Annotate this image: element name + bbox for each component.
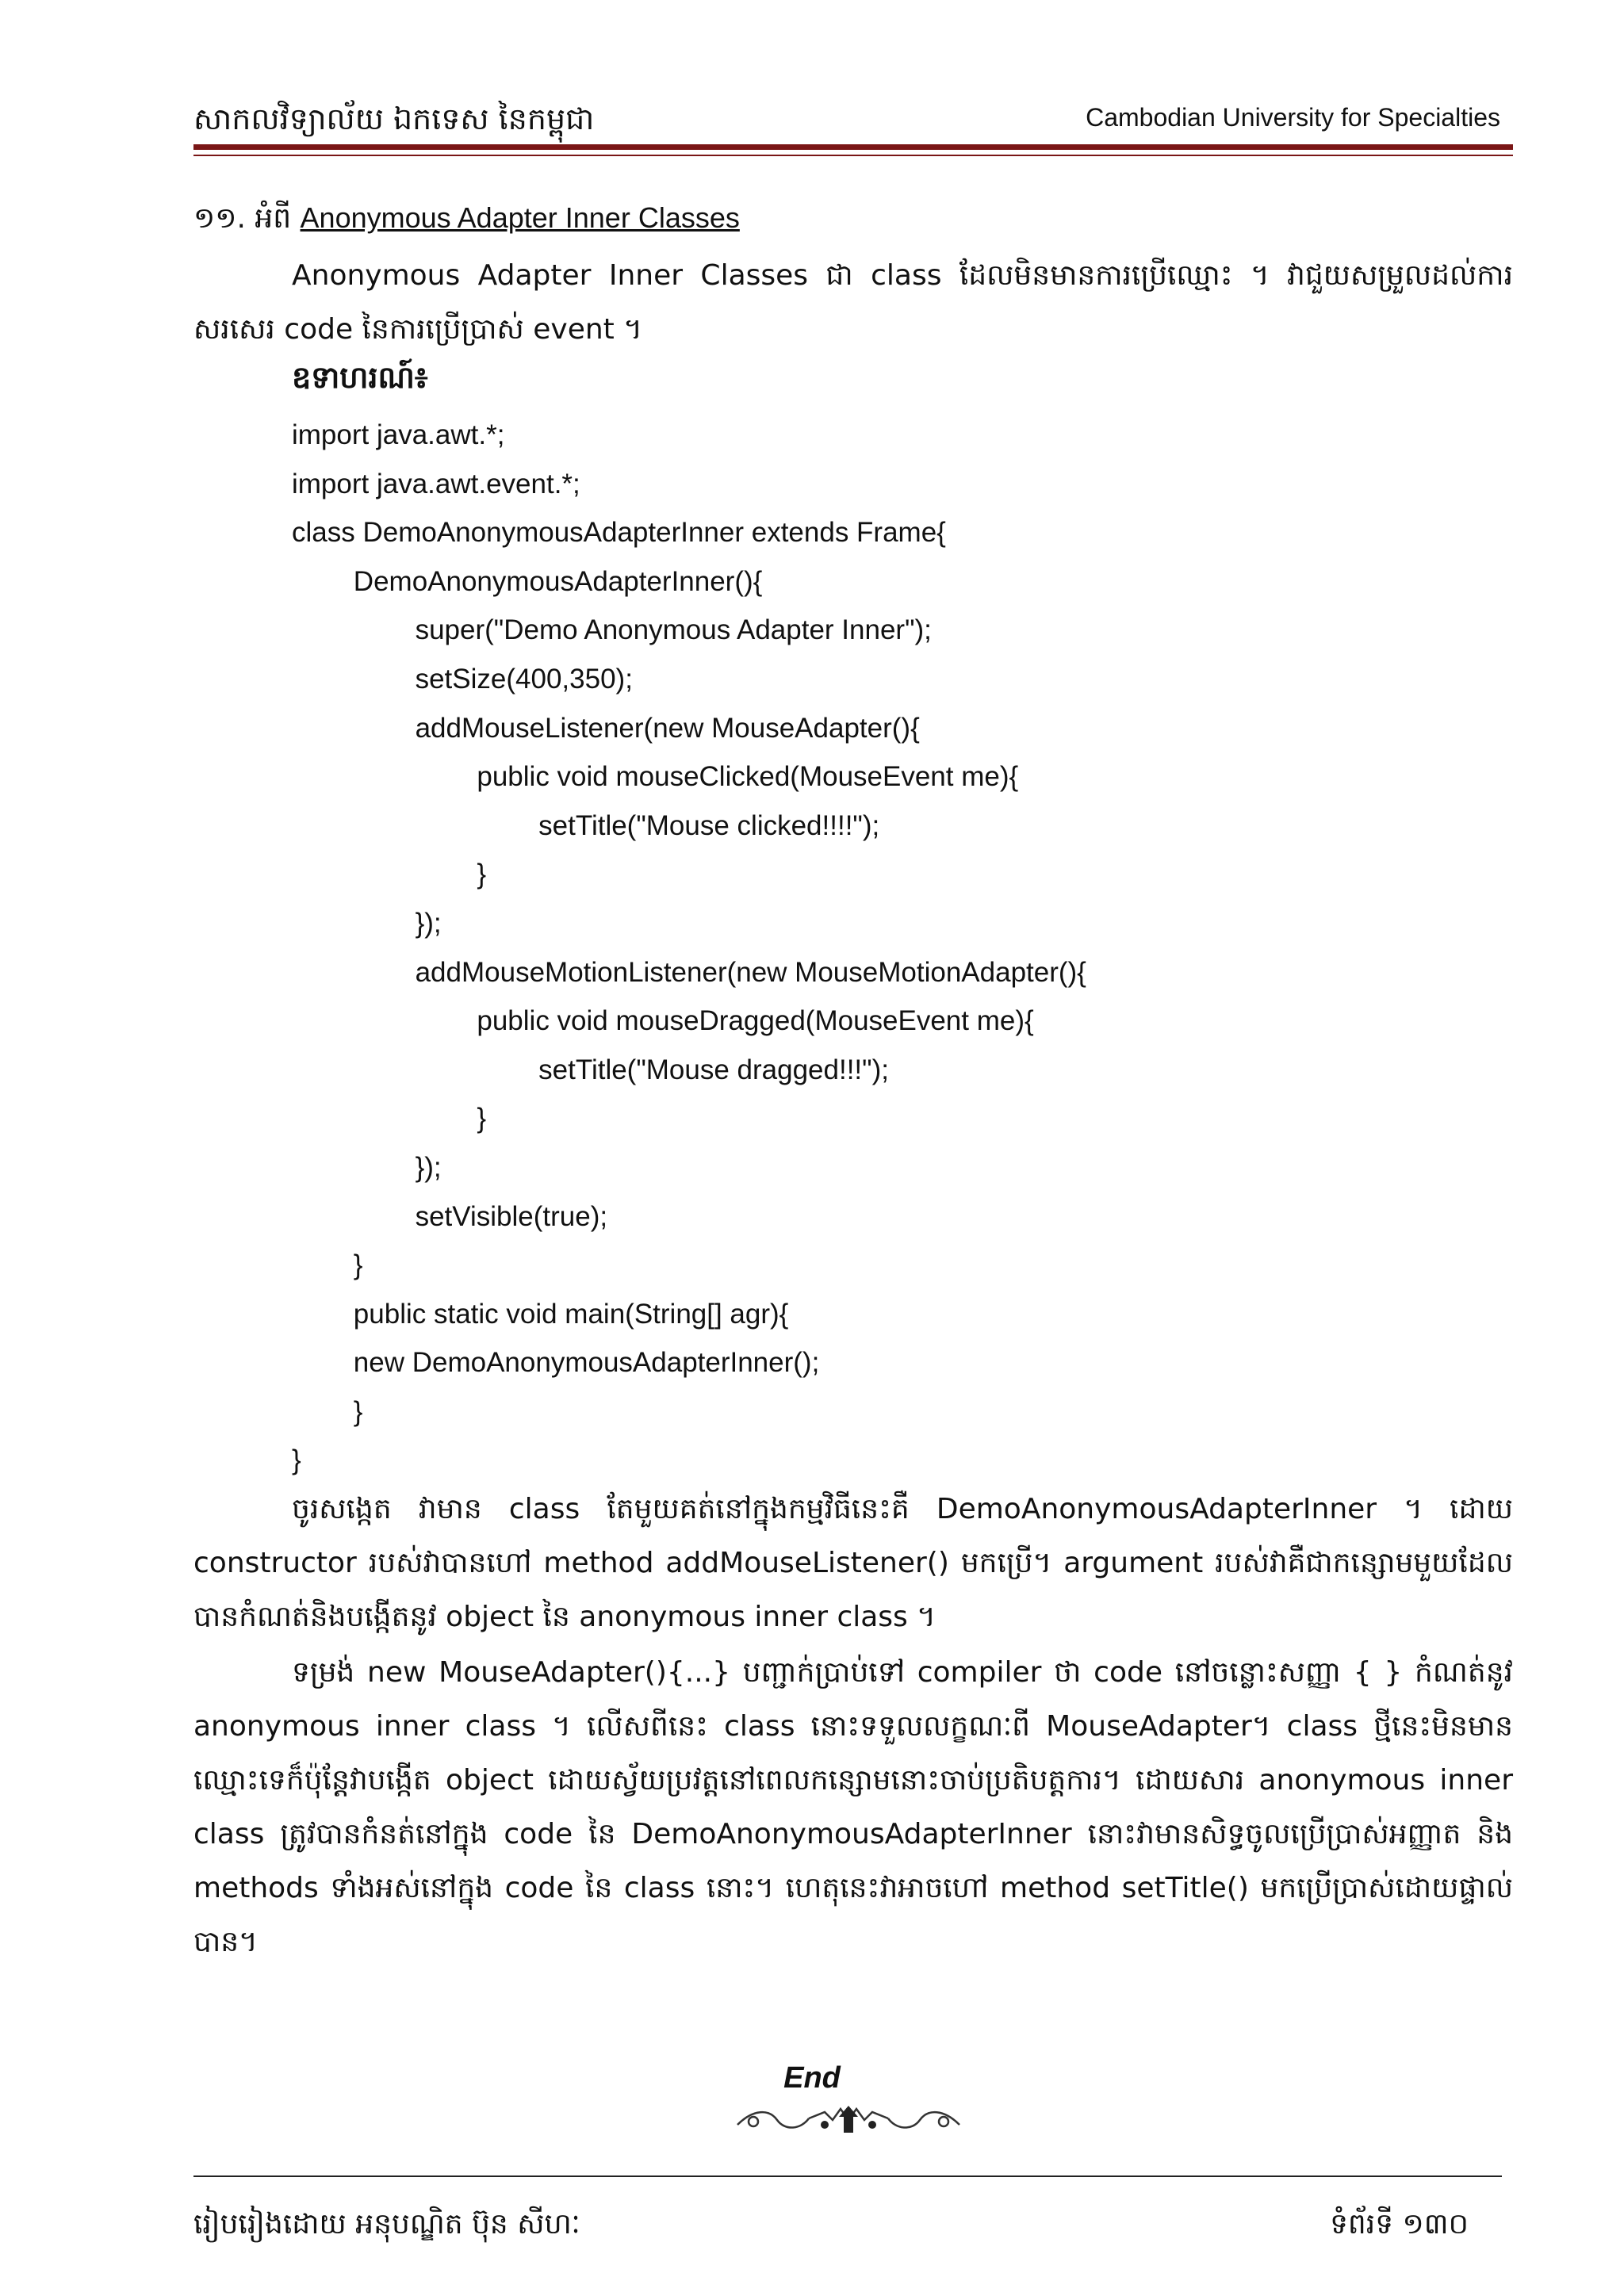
footer-page-number: ទំព័រទី ១៣០ bbox=[1330, 2208, 1469, 2241]
example-label: ឧទាហរណ៍៖ bbox=[292, 360, 428, 395]
end-label: End bbox=[783, 2061, 841, 2095]
code-line: import java.awt.event.*; bbox=[292, 468, 580, 499]
explanation-paragraph-2 bbox=[193, 1646, 1513, 1969]
section-title: Anonymous Adapter Inner Classes bbox=[300, 201, 740, 234]
code-line: } bbox=[292, 1103, 487, 1135]
footer-author: រៀបរៀងដោយ អនុបណ្ឌិត ប៊ុន សីហៈ bbox=[193, 2208, 580, 2241]
decorative-flourish-icon bbox=[730, 2101, 967, 2136]
explanation-paragraph-1 bbox=[193, 1483, 1513, 1644]
code-line: setTitle("Mouse clicked!!!!"); bbox=[292, 809, 880, 841]
code-line: setTitle("Mouse dragged!!!"); bbox=[292, 1054, 889, 1085]
code-line: class DemoAnonymousAdapterInner extends Frame{ bbox=[292, 517, 946, 549]
header-university-english: Cambodian University for Specialties bbox=[1086, 103, 1500, 132]
code-listing bbox=[292, 411, 1086, 1485]
code-line: new DemoAnonymousAdapterInner(); bbox=[292, 1347, 820, 1379]
code-line: } bbox=[292, 1249, 363, 1281]
code-line: import java.awt.*; bbox=[292, 419, 505, 450]
section-number: ១១. bbox=[193, 202, 246, 235]
code-line: addMouseListener(new MouseAdapter(){ bbox=[292, 712, 920, 744]
code-line: setSize(400,350); bbox=[292, 663, 633, 695]
code-line: }); bbox=[292, 907, 442, 939]
code-line: } bbox=[292, 1395, 363, 1427]
code-line: super("Demo Anonymous Adapter Inner"); bbox=[292, 614, 932, 646]
code-line: public void mouseClicked(MouseEvent me){ bbox=[292, 761, 1019, 793]
code-line: }); bbox=[292, 1151, 442, 1183]
code-line: } bbox=[292, 859, 487, 890]
code-line: public static void main(String[] agr){ bbox=[292, 1298, 789, 1330]
code-line: setVisible(true); bbox=[292, 1200, 608, 1232]
footer-rule bbox=[193, 2175, 1502, 2177]
intro-text: Anonymous Adapter Inner Classes ជា class ដែលមិនមានការប្រើឈ្មោះ ។ វាជួយសម្រួលដល់ការសរសេរ code នៃការប្រើប្រាស់ event ។ bbox=[193, 259, 1513, 346]
code-line: } bbox=[292, 1445, 301, 1476]
explanation-2-text: ទម្រង់ new MouseAdapter(){...} បញ្ជាក់ប្រាប់ទៅ compiler ថា code នៅចន្លោះសញ្ញា { } កំណត់នូវ anonymous inner class ។ លើសពីនេះ class នោះទទួលលក្ខណៈពី MouseAdapter។ class ថ្មីនេះមិនមានឈ្មោះទេក៏ប៉ុន្តែវាបង្កើត object ដោយស្វ័យប្រវត្តនៅពេលកន្សោមនោះចាប់ប្រតិបត្តការ។ ដោយសារ anonymous inner class ត្រូវបានកំនត់នៅក្នុង code នៃ DemoAnonymousAdapterInner នោះវាមានសិទ្ធចូលប្រើប្រាស់អញ្ញាត និង methods ទាំងអស់នៅក្នុង code នៃ class នោះ។ ហេតុនេះវាអាចហៅ method setTitle() មកប្រើប្រាស់ដោយផ្ទាល់បាន។ bbox=[193, 1656, 1513, 1958]
section-heading bbox=[193, 200, 740, 242]
header-rule-thick bbox=[193, 144, 1513, 150]
explanation-1-text: ចូរសង្កេត វាមាន class តែមួយគត់នៅក្នុងកម្មវិធីនេះគឺ DemoAnonymousAdapterInner ។ ដោយ constructor របស់វាបានហៅ method addMouseListener() មកប្រើ។ argument របស់វាគឺជាកន្សោមមួយដែលបានកំណត់និងបង្កើតនូវ object នៃ anonymous inner class ។ bbox=[193, 1493, 1513, 1633]
section-prefix: អំពី bbox=[255, 202, 292, 235]
code-line: public void mouseDragged(MouseEvent me){ bbox=[292, 1005, 1034, 1037]
code-line: addMouseMotionListener(new MouseMotionAdapter(){ bbox=[292, 956, 1086, 988]
intro-paragraph bbox=[193, 249, 1513, 357]
header-rule-thin bbox=[193, 155, 1513, 156]
code-line: DemoAnonymousAdapterInner(){ bbox=[292, 565, 763, 597]
header-university-khmer: សាកលវិទ្យាល័យ ឯកទេស នៃកម្ពុជា bbox=[193, 101, 595, 136]
